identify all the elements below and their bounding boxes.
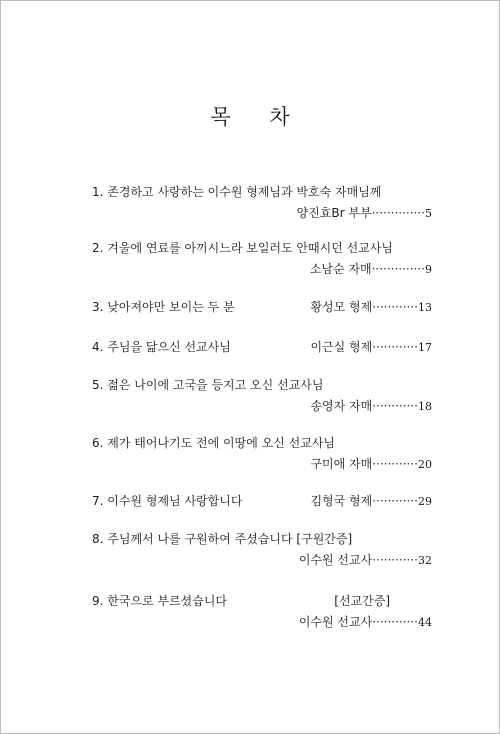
entry-title: 주님을 닮으신 선교사님 [107, 340, 231, 354]
entry-title: 낮아져야만 보이는 두 분 [107, 300, 235, 314]
entry-title: 젊은 나이에 고국을 등지고 오신 선교사님 [107, 378, 324, 392]
entry-author: 이근실 형제 [310, 340, 373, 354]
entry-number: 9. [92, 594, 104, 608]
entry-title: 존경하고 사랑하는 이수원 형제님과 박호숙 자매님께 [107, 185, 382, 199]
leader-dots: ············ [372, 494, 418, 508]
entry-author: 황성모 형제 [310, 300, 373, 314]
leader-dots: ············ [372, 300, 418, 314]
toc-entry [92, 377, 432, 415]
toc-entry [92, 240, 432, 278]
page-number: 9 [425, 263, 432, 276]
page-number: 13 [418, 301, 432, 314]
entry-author: 소남순 자매 [309, 262, 372, 276]
entry-author: 양진효Br 부부 [296, 206, 372, 220]
toc-entry [92, 493, 432, 510]
toc-entry [92, 593, 432, 631]
entry-author: 송영자 자매 [310, 399, 373, 413]
entry-author: 이수원 선교사 [298, 553, 373, 567]
entry-number: 8. [92, 532, 104, 546]
entry-title: 이수원 형제님 사랑합니다 [107, 494, 243, 508]
page-number: 44 [418, 616, 432, 629]
entry-title: 겨울에 연료를 아끼시느라 보일러도 안때시던 선교사님 [107, 241, 393, 255]
entry-number: 2. [92, 241, 104, 255]
leader-dots: ············ [372, 340, 418, 354]
toc-title: 목 차 [210, 105, 306, 129]
page-number: 32 [418, 554, 432, 567]
entry-author: 구미애 자매 [310, 457, 373, 471]
leader-dots: ·············· [371, 262, 425, 276]
leader-dots: ·············· [371, 206, 425, 220]
entry-author: 김형국 형제 [310, 494, 373, 508]
entry-number: 1. [92, 185, 104, 199]
entry-number: 5. [92, 378, 104, 392]
toc-entry [92, 531, 432, 569]
entry-number: 7. [92, 494, 104, 508]
page-number: 29 [418, 495, 432, 508]
leader-dots: ············ [372, 399, 418, 413]
page-number: 17 [418, 341, 432, 354]
entry-number: 3. [92, 300, 104, 314]
toc-entry [92, 339, 432, 356]
leader-dots: ············ [372, 553, 418, 567]
toc-entry [92, 184, 432, 222]
page-number: 5 [425, 207, 432, 220]
entry-title: 주님께서 나를 구원하여 주셨습니다 [구원간증] [107, 532, 353, 546]
leader-dots: ············ [372, 457, 418, 471]
toc-entry [92, 435, 432, 473]
page-number: 20 [418, 458, 432, 471]
entry-number: 6. [92, 436, 104, 450]
page-number: 18 [418, 400, 432, 413]
entry-author: 이수원 선교사 [298, 615, 373, 629]
leader-dots: ············ [372, 615, 418, 629]
entry-title: 한국으로 부르셨습니다 [107, 594, 228, 608]
entry-title: 제가 태어나기도 전에 이땅에 오신 선교사님 [107, 436, 336, 450]
entry-number: 4. [92, 340, 104, 354]
toc-entry [92, 299, 432, 316]
entry-tag: [선교간증] [334, 594, 390, 608]
